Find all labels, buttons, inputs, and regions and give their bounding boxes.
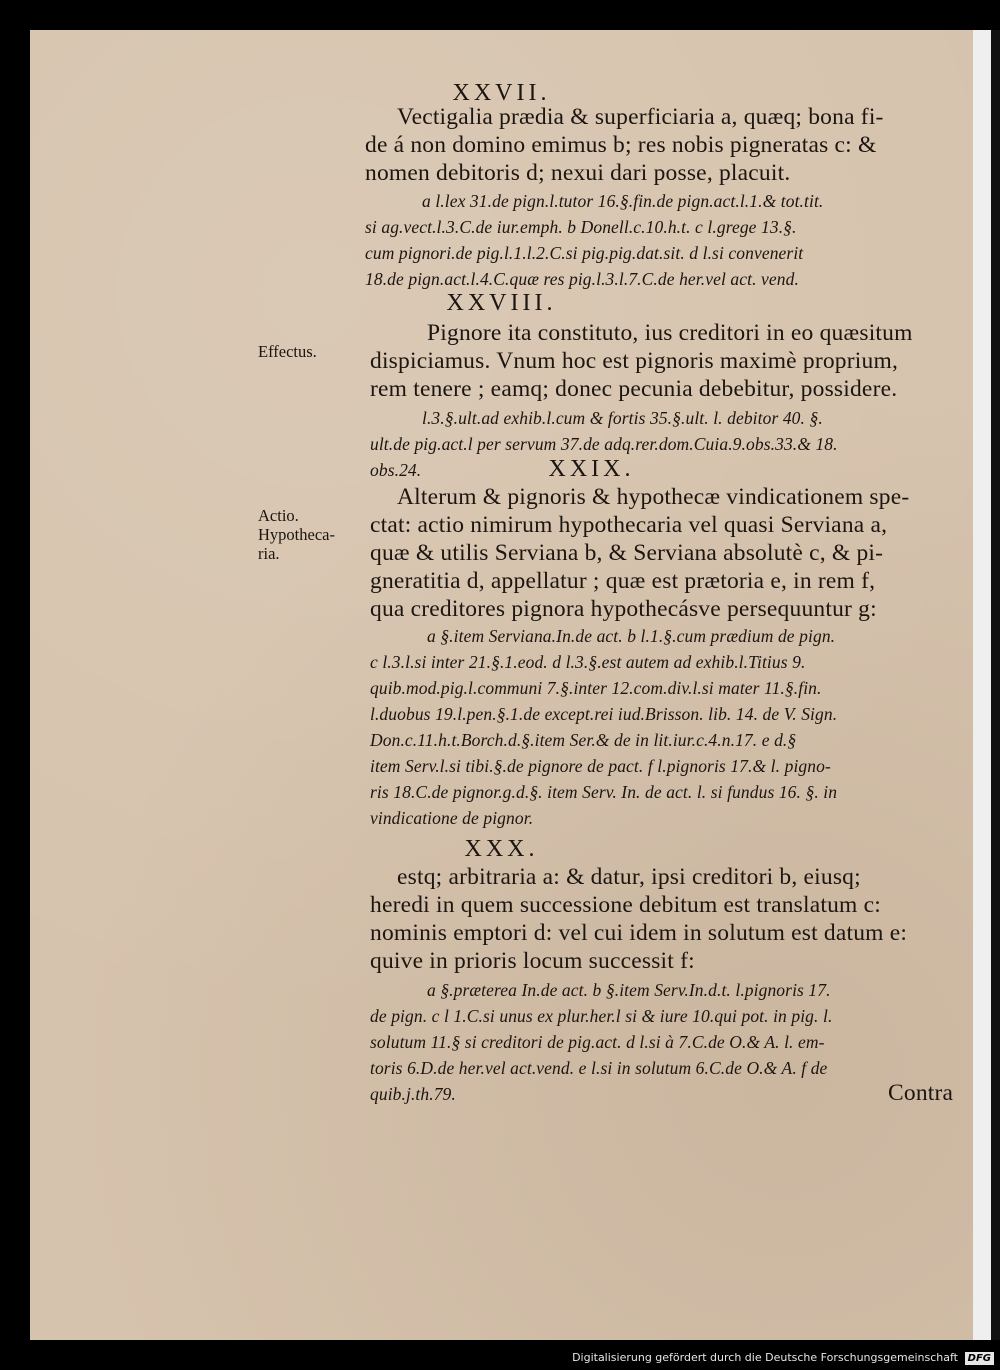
text-line: quive in prioris locum successit f: <box>370 948 695 974</box>
text-line: Vectigalia prædia & superficiaria a, quæq; bona fi- <box>397 104 884 130</box>
text-line: rem tenere ; eamq; donec pecunia debebitur, possidere. <box>370 376 898 402</box>
margin-note-actio <box>258 506 335 563</box>
text-line: de á non domino emimus b; res nobis pigneratas c: & <box>365 132 877 158</box>
margin-note-line: Hypotheca- <box>258 525 335 544</box>
margin-note-line: ria. <box>258 544 280 563</box>
footnote-line: toris 6.D.de her.vel act.vend. e l.si in solutum 6.C.de O.& A. f de <box>370 1058 828 1078</box>
text-line: gneratitia d, appellatur ; quæ est prætoria e, in rem f, <box>370 568 876 594</box>
footnote-line: ult.de pig.act.l per servum 37.de adq.rer.dom.Cuia.9.obs.33.& 18. <box>370 434 838 454</box>
footnote-line: vindicatione de pignor. <box>370 808 534 828</box>
text-line: ctat: actio nimirum hypothecaria vel quasi Serviana a, <box>370 512 888 538</box>
text-line: dispiciamus. Vnum hoc est pignoris maximè proprium, <box>370 348 899 374</box>
margin-note-effectus: Effectus. <box>258 342 317 361</box>
footnote-line: a §.præterea In.de act. b §.item Serv.In.d.t. l.pignoris 17. <box>427 980 831 1000</box>
margin-note-line: Actio. <box>258 506 299 525</box>
footnote-line: de pign. c l 1.C.si unus ex plur.her.l si & iure 10.qui pot. in pig. l. <box>370 1006 833 1026</box>
catchword: Contra <box>888 1080 954 1106</box>
footnote-line: l.duobus 19.l.pen.§.1.de except.rei iud.Brisson. lib. 14. de V. Sign. <box>370 704 838 724</box>
footnote-line: obs.24. <box>370 460 422 480</box>
text-line: heredi in quem successione debitum est translatum c: <box>370 892 881 918</box>
footnote-line: quib.j.th.79. <box>370 1084 456 1104</box>
footnote-line: a l.lex 31.de pign.l.tutor 16.§.fin.de pign.act.l.1.& tot.tit. <box>422 191 824 211</box>
dfg-logo: DFG <box>965 1352 994 1365</box>
footnote-line: ris 18.C.de pignor.g.d.§. item Serv. In. de act. l. si fundus 16. §. in <box>370 782 838 802</box>
section-heading-27: XXVII. <box>452 80 551 106</box>
text-line: Alterum & pignoris & hypothecæ vindicationem spe- <box>397 484 910 510</box>
text-line: quæ & utilis Serviana b, & Serviana absolutè c, & pi- <box>370 540 884 566</box>
footnote-line: 18.de pign.act.l.4.C.quæ res pig.l.3.l.7.C.de her.vel act. vend. <box>365 269 799 289</box>
footnote-line: c l.3.l.si inter 21.§.1.eod. d l.3.§.est autem ad exhib.l.Titius 9. <box>370 652 806 672</box>
footnote-line: si ag.vect.l.3.C.de iur.emph. b Donell.c.10.h.t. c l.grege 13.§. <box>365 217 797 237</box>
text-line: nominis emptori d: vel cui idem in solutum est datum e: <box>370 920 908 946</box>
footnote-line: solutum 11.§ si creditori de pig.act. d l.si à 7.C.de O.& A. l. em- <box>370 1032 825 1052</box>
footnote-line: l.3.§.ult.ad exhib.l.cum & fortis 35.§.ult. l. debitor 40. §. <box>422 408 823 428</box>
section-heading-29: XXIX. <box>548 456 635 482</box>
footnote-line: a §.item Serviana.In.de act. b l.1.§.cum prædium de pign. <box>427 626 836 646</box>
text-line: nomen debitoris d; nexui dari posse, placuit. <box>365 160 791 186</box>
text-line: estq; arbitraria a: & datur, ipsi creditori b, eiusq; <box>397 864 861 890</box>
section-heading-30: XXX. <box>464 836 539 862</box>
footnote-line: cum pignori.de pig.l.1.l.2.C.si pig.pig.dat.sit. d l.si convenerit <box>365 243 804 263</box>
page-edge-shadow <box>991 30 1000 1340</box>
footnote-line: Don.c.11.h.t.Borch.d.§.item Ser.& de in lit.iur.c.4.n.17. e d.§ <box>370 730 797 750</box>
footnote-line: quib.mod.pig.l.communi 7.§.inter 12.com.div.l.si mater 11.§.fin. <box>370 678 822 698</box>
footnote-line: item Serv.l.si tibi.§.de pignore de pact. f l.pignoris 17.& l. pigno- <box>370 756 831 776</box>
section-heading-28: XXVIII. <box>446 290 557 316</box>
book-page <box>30 30 973 1340</box>
digitization-credit: Digitalisierung gefördert durch die Deutsche Forschungsgemeinschaft <box>572 1351 958 1364</box>
text-line: qua creditores pignora hypothecásve persequuntur g: <box>370 596 877 622</box>
text-line: Pignore ita constituto, ius creditori in eo quæsitum <box>427 320 913 346</box>
page-edge <box>973 30 991 1340</box>
